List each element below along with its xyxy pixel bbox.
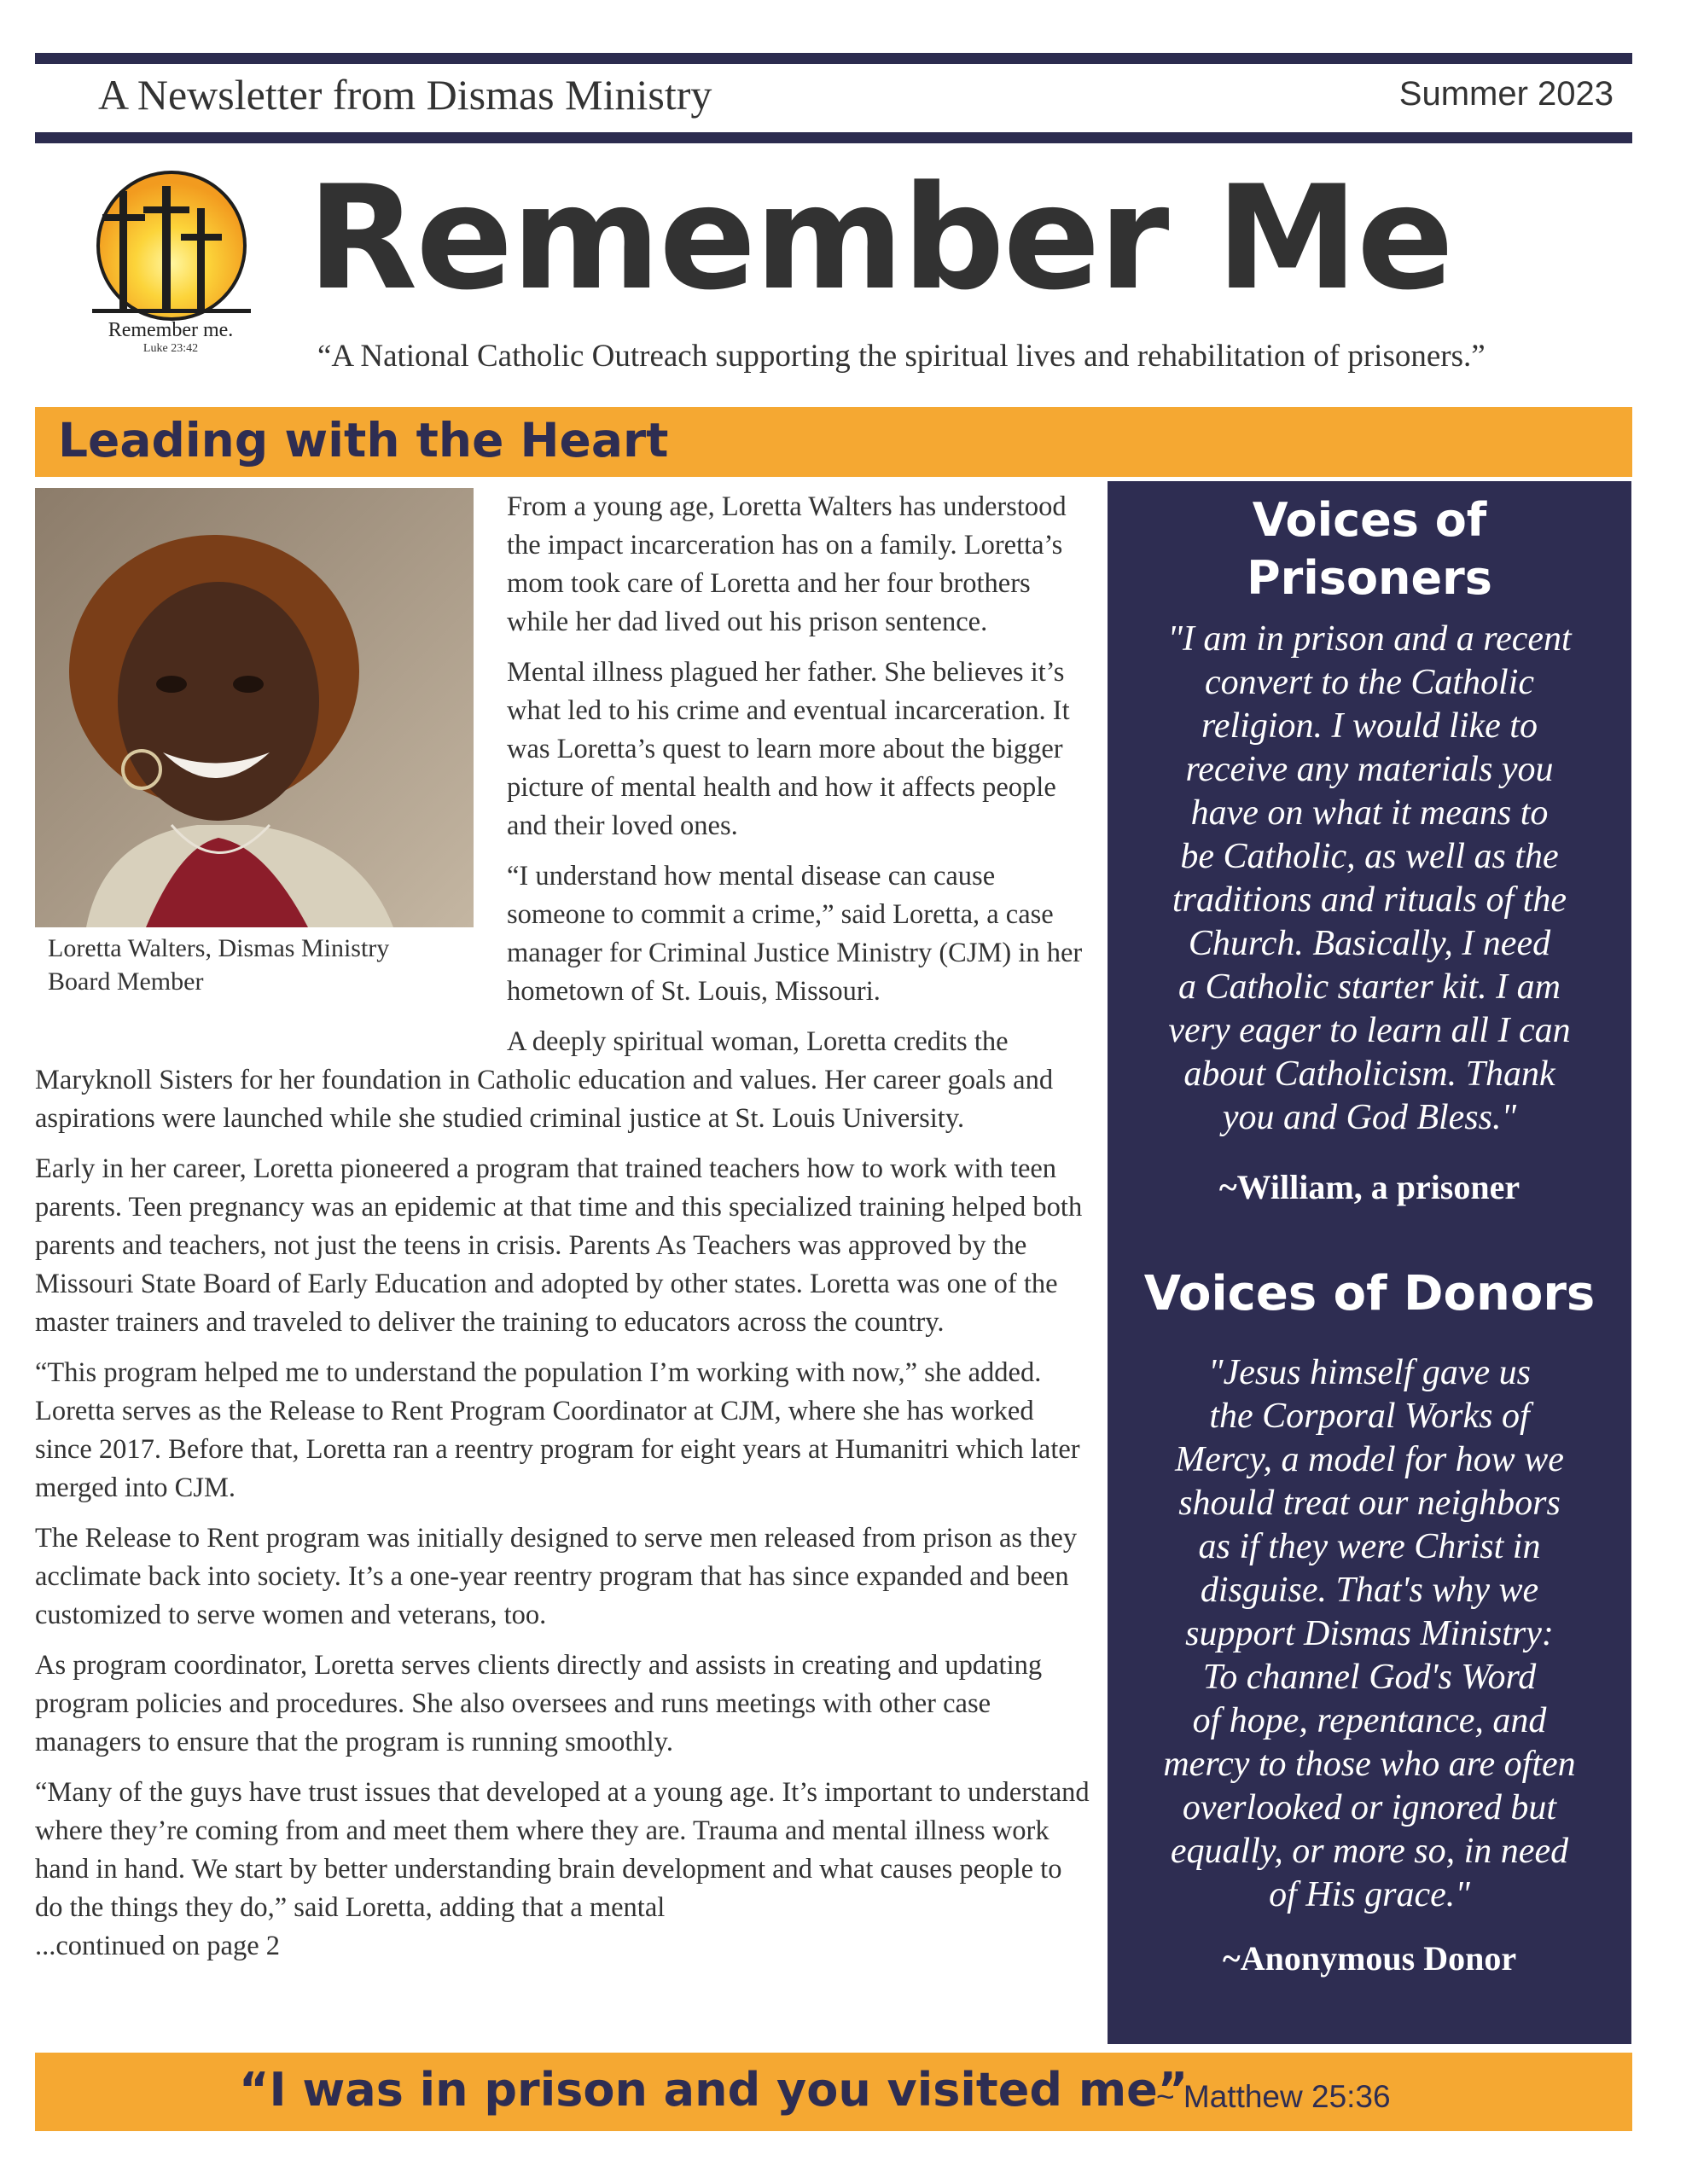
footer-scripture-quote: “I was in prison and you visited me” [239, 2063, 1189, 2117]
quote-line: of His grace." [1269, 1875, 1470, 1914]
photo-caption-line2: Board Member [48, 967, 204, 996]
logo-caption: Remember me. [108, 319, 234, 341]
quote-line: convert to the Catholic [1204, 663, 1535, 702]
article-paragraph: As program coordinator, Loretta serves clients directly and assists in creating and updating program policies and procedures. She also oversees and runs meetings with other case managers to ensure that the program is running smoothly. [35, 1650, 1043, 1757]
voices-sidebar [1108, 481, 1631, 2044]
masthead-title: Remember Me [307, 154, 1453, 322]
quote-line: equally, or more so, in need [1170, 1832, 1569, 1871]
donors-heading: Voices of Donors [1143, 1266, 1596, 1321]
quote-line: a Catholic starter kit. I am [1178, 967, 1561, 1007]
newsletter-line: A Newsletter from Dismas Ministry [98, 71, 712, 119]
prisoners-heading-line1: Voices of [1252, 493, 1487, 547]
article-paragraph: Early in her career, Loretta pioneered a program that trained teachers how to work with teen parents. Teen pregnancy was an epidemic at that time and this specialized training helped both parents and teachers, not just the teens in crisis. Parents As Teachers was approved by the Missouri State Board of Early Education and adopted by other states. Loretta was one of the master trainers and traveled to deliver the training to educators across the country. [35, 1153, 1083, 1338]
quote-line: should treat our neighbors [1178, 1484, 1561, 1523]
issue-season: Summer 2023 [1398, 75, 1614, 113]
article-paragraph: Mental illness plagued her father. She believes it’s what led to his crime and eventual incarceration. It was Loretta’s quest to learn more about the bigger picture of mental health and how it affects people and their loved ones. [507, 657, 1070, 841]
quote-line: "Jesus himself gave us [1207, 1353, 1532, 1392]
quote-line: as if they were Christ in [1198, 1527, 1541, 1566]
donor-attribution: ~Anonymous Donor [1222, 1939, 1517, 1978]
article-paragraph: “This program helped me to understand the population I’m working with now,” she added. Loretta serves as the Release to Rent Program Coordinator at CJM, where she has worked since 2017. Before that, Loretta ran a reentry program for eight years at Humanitri which later merged into CJM. [35, 1357, 1080, 1503]
quote-line: support Dismas Ministry: [1185, 1614, 1554, 1653]
prisoner-quote [1116, 618, 1623, 1140]
header-top-rule [35, 53, 1632, 64]
continued-note: ...continued on page 2 [35, 1931, 281, 1961]
quote-line: of hope, repentance, and [1192, 1701, 1547, 1740]
quote-line: the Corporal Works of [1209, 1397, 1530, 1436]
photo-caption-line1: Loretta Walters, Dismas Ministry [48, 934, 390, 962]
quote-line: very eager to learn all I can [1168, 1011, 1571, 1050]
quote-line: To channel God's Word [1202, 1658, 1537, 1697]
quote-line: "I am in prison and a recent [1167, 619, 1572, 659]
article-paragraph: “I understand how mental disease can cause someone to commit a crime,” said Loretta, a case manager for Criminal Justice Ministry (CJM) in her hometown of St. Louis, Missouri. [507, 861, 1083, 1007]
section-title: Leading with the Heart [58, 413, 669, 468]
article-paragraph: The Release to Rent program was initially designed to serve men released from prison as they acclimate back into society. It’s a one-year reentry program that has since expanded and been customized to serve women and veterans, too. [35, 1523, 1078, 1630]
prisoner-attribution: ~William, a prisoner [1218, 1168, 1520, 1206]
quote-line: traditions and rituals of the [1172, 880, 1567, 920]
footer-scripture-reference: ~ Matthew 25:36 [1156, 2079, 1391, 2114]
photo-float-space [35, 488, 507, 1032]
quote-line: disguise. That's why we [1200, 1571, 1539, 1610]
article-paragraph: From a young age, Loretta Walters has understood the impact incarceration has on a family. Loretta’s mom took care of Loretta and her four brothers while her dad lived out his prison sentence. [507, 491, 1067, 637]
masthead-tagline: “A National Catholic Outreach supporting the spiritual lives and rehabilitation of prisoners.” [317, 339, 1486, 374]
article-paragraph: “Many of the guys have trust issues that developed at a young age. It’s important to understand where they’re coming from and meet them where they are. Trauma and mental illness work hand in hand. We start by better understanding brain development and what causes people to do the things they do,” said Loretta, adding that a mental [35, 1777, 1090, 1923]
quote-line: be Catholic, as well as the [1180, 837, 1559, 876]
prisoners-heading-line2: Prisoners [1247, 551, 1492, 605]
article-body [35, 488, 1093, 1978]
quote-line: receive any materials you [1185, 750, 1554, 789]
quote-line: about Catholicism. Thank [1183, 1054, 1555, 1094]
header-bottom-rule [35, 132, 1632, 143]
three-crosses-sun-icon [89, 167, 254, 329]
quote-line: you and God Bless." [1222, 1098, 1517, 1137]
quote-line: overlooked or ignored but [1182, 1788, 1557, 1827]
quote-line: Mercy, a model for how we [1175, 1440, 1564, 1479]
donor-quote [1116, 1351, 1623, 1917]
quote-line: have on what it means to [1190, 793, 1549, 833]
quote-line: religion. I would like to [1201, 706, 1538, 746]
logo-scripture-reference: Luke 23:42 [142, 342, 199, 355]
article-paragraph: A deeply spiritual woman, Loretta credits the Maryknoll Sisters for her foundation in Catholic education and values. Her career goals and aspirations were launched while she studied criminal justice at St. Louis University. [35, 1026, 1054, 1134]
quote-line: Church. Basically, I need [1188, 924, 1551, 963]
quote-line: mercy to those who are often [1163, 1745, 1576, 1784]
